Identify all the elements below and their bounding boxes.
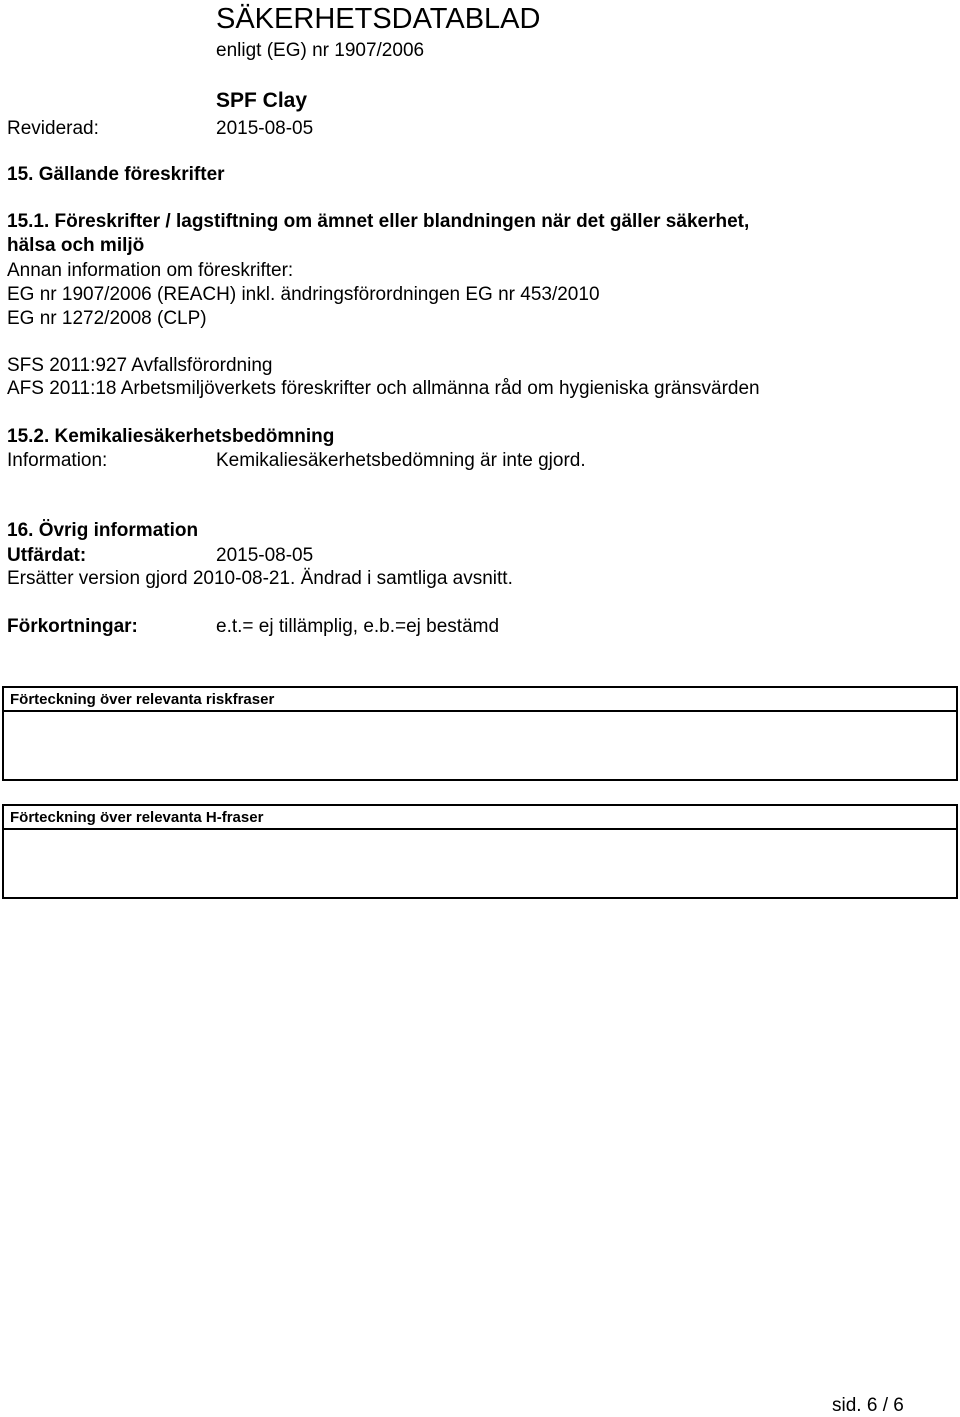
abbreviations-label: Förkortningar: <box>7 616 138 637</box>
issued-label: Utfärdat: <box>7 545 87 566</box>
h-phrases-box <box>2 804 958 899</box>
abbreviations-value: e.t.= ej tillämplig, e.b.=ej bestämd <box>216 616 500 637</box>
section-15-1-heading-cont: hälsa och miljö <box>7 235 145 256</box>
issued-date: 2015-08-05 <box>216 545 314 566</box>
information-value: Kemikaliesäkerhetsbedömning är inte gjord. <box>216 450 586 471</box>
h-phrases-label: Förteckning över relevanta H-fraser <box>10 809 264 826</box>
page-number: sid. 6 / 6 <box>832 1395 904 1416</box>
document-subtitle: enligt (EG) nr 1907/2006 <box>216 40 425 61</box>
information-label: Information: <box>7 450 108 471</box>
risk-phrases-box <box>2 686 958 781</box>
product-name: SPF Clay <box>216 89 308 112</box>
regulation-line: Annan information om föreskrifter: <box>7 260 294 281</box>
regulation-line: AFS 2011:18 Arbetsmiljöverkets föreskrifter och allmänna råd om hygieniska gränsvärden <box>7 378 760 399</box>
box-divider <box>4 710 956 712</box>
section-16-heading: 16. Övrig information <box>7 520 199 541</box>
revised-date: 2015-08-05 <box>216 118 314 139</box>
section-15-2-heading: 15.2. Kemikaliesäkerhetsbedömning <box>7 426 335 447</box>
replaces-text: Ersätter version gjord 2010-08-21. Ändrad i samtliga avsnitt. <box>7 568 513 589</box>
risk-phrases-label: Förteckning över relevanta riskfraser <box>10 691 275 708</box>
regulation-line: EG nr 1907/2006 (REACH) inkl. ändringsförordningen EG nr 453/2010 <box>7 284 600 305</box>
box-divider <box>4 828 956 830</box>
regulation-line: SFS 2011:927 Avfallsförordning <box>7 355 273 376</box>
regulation-line: EG nr 1272/2008 (CLP) <box>7 308 207 329</box>
document-title: SÄKERHETSDATABLAD <box>216 3 541 35</box>
section-15-1-heading: 15.1. Föreskrifter / lagstiftning om ämnet eller blandningen när det gäller säkerhet, <box>7 211 750 232</box>
section-15-heading: 15. Gällande föreskrifter <box>7 164 225 185</box>
revised-label: Reviderad: <box>7 118 99 139</box>
